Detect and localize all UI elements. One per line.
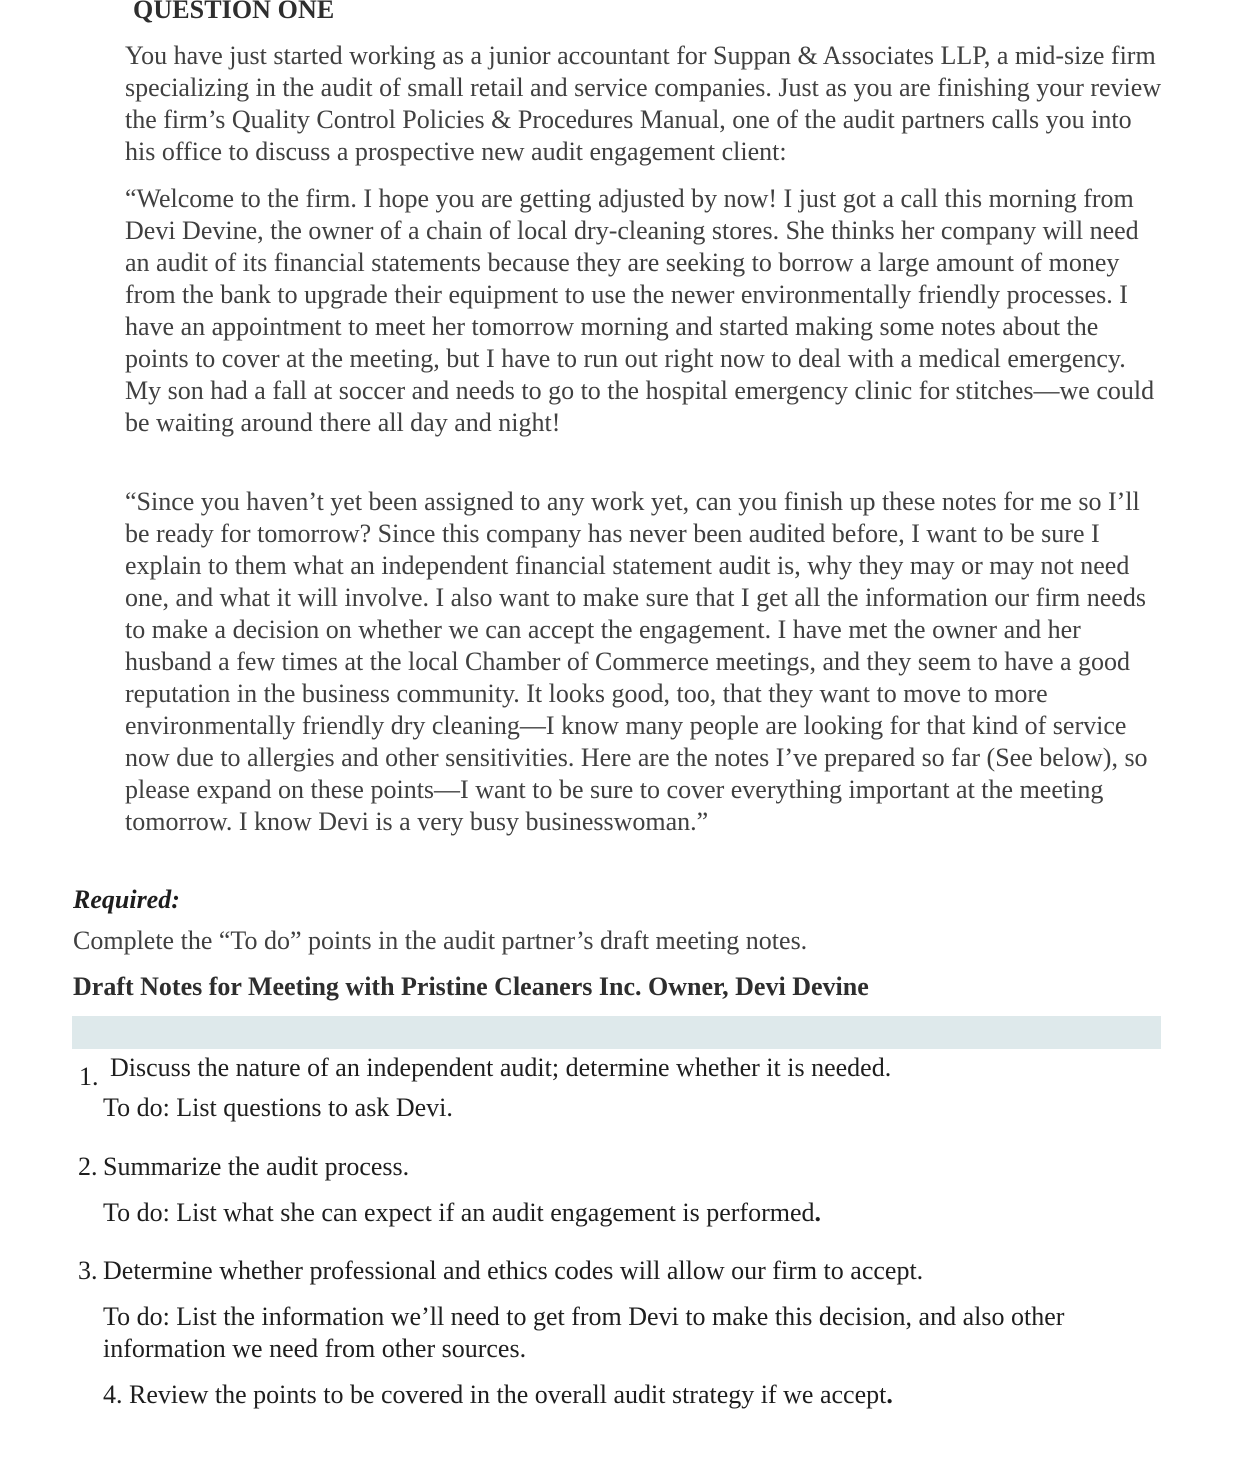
note-item-1-todo: To do: List questions to ask Devi.: [103, 1093, 453, 1122]
draft-notes-title: Draft Notes for Meeting with Pristine Cleaners Inc. Owner, Devi Devine: [73, 972, 869, 1001]
note-item-4-period: .: [886, 1380, 893, 1409]
note-item-2-todo: To do: List what she can expect if an audit engagement is performed: [103, 1198, 815, 1227]
note-item-3-text: Determine whether professional and ethics codes will allow our firm to accept.: [103, 1256, 924, 1285]
note-item-4-number: 4.: [103, 1380, 123, 1409]
note-item-1-number: 1.: [79, 1062, 99, 1091]
table-header-band: [72, 1016, 1161, 1049]
note-item-2-text: Summarize the audit process.: [103, 1152, 410, 1181]
note-item-2-number: 2.: [78, 1152, 98, 1181]
note-item-3-number: 3.: [78, 1256, 98, 1285]
required-label: Required:: [73, 885, 180, 914]
note-item-1-text: Discuss the nature of an independent audit; determine whether it is needed.: [110, 1053, 892, 1082]
required-instructions: Complete the “To do” points in the audit partner’s draft meeting notes.: [73, 926, 808, 955]
note-item-4-text: Review the points to be covered in the overall audit strategy if we accept: [129, 1380, 887, 1409]
scenario-paragraph-partner-request: “Since you haven’t yet been assigned to any work yet, can you finish up these notes for me so I’ll be ready for tomorrow? Since this company has never been audited before, I want to be sure I explain to them what an independent financial statement audit is, why they may or may not need one, and what it will involve. I also want to make sure that I get all the information our firm needs to make a decision on whether we can accept the engagement. I have met the owner and her husband a few times at the local Chamber of Commerce meetings, and they seem to have a good reputation in the business community. It looks good, too, that they want to move to more environmentally friendly dry cleaning—I know many people are looking for that kind of service now due to allergies and other sensitivities. Here are the notes I’ve prepared so far (See below), so please expand on these points—I want to be sure to cover everything important at the meeting tomorrow. I know Devi is a very busy businesswoman.”: [125, 487, 1148, 836]
note-item-3-todo: To do: List the information we’ll need to get from Devi to make this decision, and also other information we need from other sources.: [103, 1302, 1065, 1363]
scenario-paragraph-partner-call: “Welcome to the firm. I hope you are getting adjusted by now! I just got a call this morning from Devi Devine, the owner of a chain of local dry-cleaning stores. She thinks her company will need an audit of its financial statements because they are seeking to borrow a large amount of money from the bank to upgrade their equipment to use the newer environmentally friendly processes. I have an appointment to meet her tomorrow morning and started making some notes about the points to cover at the meeting, but I have to run out right now to deal with a medical emergency. My son had a fall at soccer and needs to go to the hospital emergency clinic for stitches—we could be waiting around there all day and night!: [125, 184, 1155, 437]
note-item-4-line: [103, 1379, 893, 1411]
question-heading: QUESTION ONE: [133, 0, 335, 24]
note-item-2-todo-period: .: [814, 1198, 821, 1227]
note-item-2-todo-line: [103, 1197, 1163, 1229]
scenario-paragraph-intro: You have just started working as a junior accountant for Suppan & Associates LLP, a mid-size firm specializing in the audit of small retail and service companies. Just as you are finishing your review the firm’s Quality Control Policies & Procedures Manual, one of the audit partners calls you into his office to discuss a prospective new audit engagement client:: [125, 41, 1162, 166]
